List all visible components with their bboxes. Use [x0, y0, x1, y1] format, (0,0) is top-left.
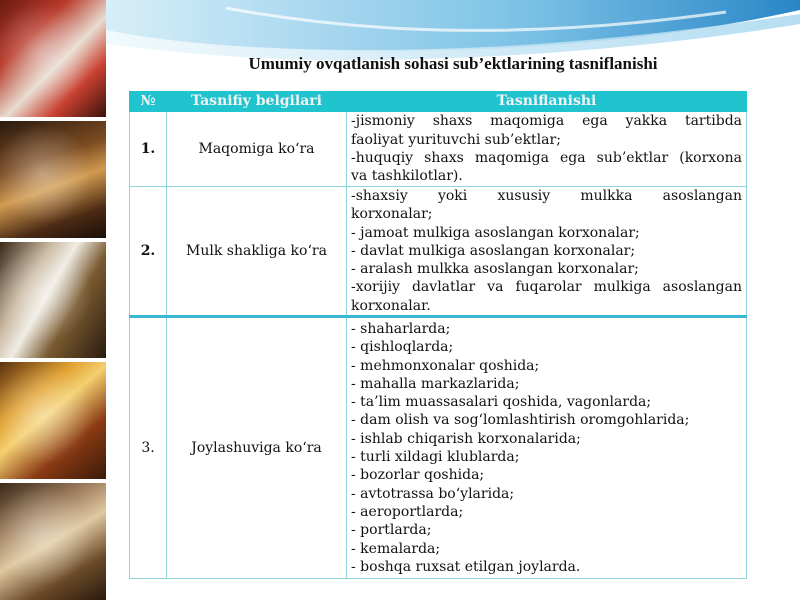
- classification-line: - qishloqlarda;: [351, 339, 454, 356]
- cafe-photo: [0, 483, 106, 600]
- classification-line: - portlarda;: [351, 522, 432, 539]
- row-classification: [347, 187, 747, 317]
- kitchen-photo: [0, 242, 106, 359]
- classification-line: - ishlab chiqarish korxonalarida;: [351, 430, 581, 447]
- row-sign: Joylashuviga ko‘ra: [167, 317, 347, 579]
- header-classification: Tasniflanishi: [347, 92, 747, 112]
- classification-line: - dam olish va sog‘lomlashtirish oromgohlarida;: [351, 412, 690, 429]
- table-header-row: [130, 92, 747, 112]
- row-sign: Mulk shakliga ko‘ra: [167, 187, 347, 317]
- classification-line: - jamoat mulkiga asoslangan korxonalar;: [351, 224, 640, 241]
- classification-line: -huquqiy shaxs maqomiga ega sub’ektlar (korxona: [351, 150, 742, 166]
- classification-line: - aralash mulkka asoslangan korxonalar;: [351, 261, 639, 278]
- row-sign: Maqomiga ko‘ra: [167, 112, 347, 187]
- table-row: [130, 112, 747, 187]
- classification-line: -xorijiy davlatlar va fuqarolar mulkiga asoslangan: [351, 279, 742, 296]
- header-number: №: [130, 92, 167, 112]
- row-number: 3.: [130, 317, 167, 579]
- bar-interior-photo: [0, 121, 106, 238]
- row-classification: [347, 112, 747, 187]
- classification-line: - mehmonxonalar qoshida;: [351, 357, 540, 374]
- classification-line: -shaxsiy yoki xususiy mulkka asoslangan: [351, 188, 742, 204]
- classification-line: - aeroportlarda;: [351, 503, 464, 520]
- photo-strip: [0, 0, 106, 600]
- table-row: [130, 187, 747, 317]
- classification-line: - avtotrassa bo‘ylarida;: [351, 485, 515, 502]
- table-row: [130, 317, 747, 579]
- header-wave-decoration: [106, 0, 800, 62]
- classification-line: - boshqa ruxsat etilgan joylarda.: [351, 558, 581, 575]
- row-number: 1.: [130, 112, 167, 187]
- classification-line: - kemalarda;: [351, 540, 441, 557]
- classification-line: - davlat mulkiga asoslangan korxonalar;: [351, 242, 636, 259]
- classification-line: korxonalar.: [351, 297, 431, 314]
- buffet-photo: [0, 362, 106, 479]
- classification-line: - shaharlarda;: [351, 321, 451, 337]
- row-number: 2.: [130, 187, 167, 317]
- classification-line: faoliyat yurituvchi sub’ektlar;: [351, 131, 561, 148]
- row-classification: [347, 317, 747, 579]
- classification-line: korxonalar;: [351, 206, 433, 223]
- classification-line: va tashkilotlar).: [351, 168, 463, 185]
- page-title: Umumiy ovqatlanish sohasi sub’ektlarining tasniflanishi: [248, 54, 658, 73]
- classification-line: - bozorlar qoshida;: [351, 467, 485, 484]
- classification-line: - turli xildagi klublarda;: [351, 449, 520, 466]
- restaurant-photo: [0, 0, 106, 117]
- classification-table: [129, 91, 747, 579]
- header-sign: Tasnifiy belgilari: [167, 92, 347, 112]
- classification-line: - ta’lim muassasalari qoshida, vagonlarda;: [351, 394, 652, 411]
- classification-line: - mahalla markazlarida;: [351, 375, 520, 392]
- classification-line: -jismoniy shaxs maqomiga ega yakka tartibda: [351, 113, 742, 130]
